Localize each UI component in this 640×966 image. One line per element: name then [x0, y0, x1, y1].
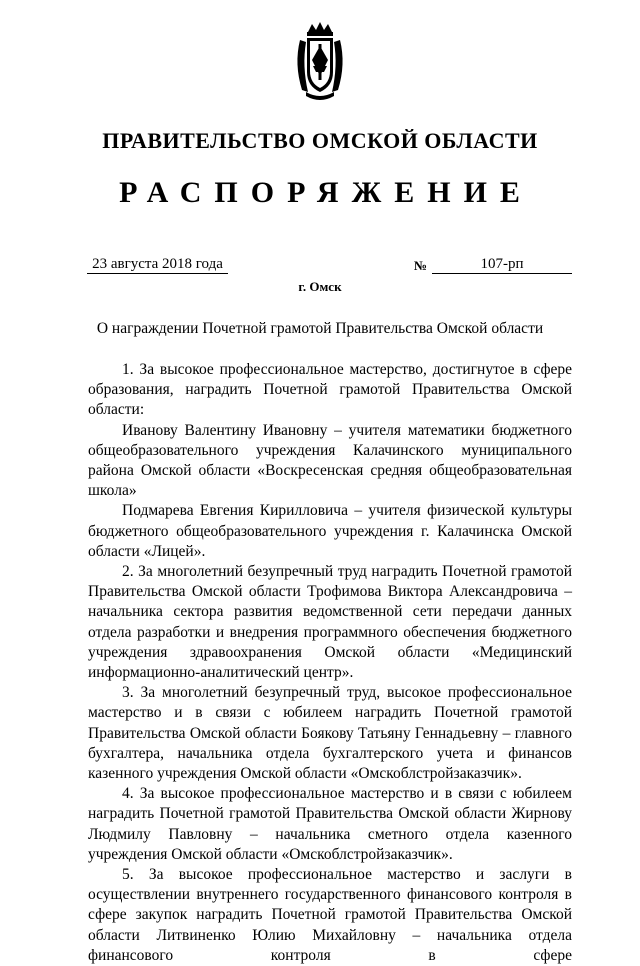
organization-title: ПРАВИТЕЛЬСТВО ОМСКОЙ ОБЛАСТИ: [102, 128, 538, 153]
paragraph: 3. За многолетний безупречный труд, высокое профессиональное мастерство и в связи с юбилеем наградить Почетной грамотой Правительства Омской области Боякову Татьяну Геннадьевну – главного бухгалтера, начальника отдела бухгалтерского учета и финансов казенного учреждения Омской области «Омскоблстройзаказчик».: [88, 684, 572, 783]
paragraph: Подмарева Евгения Кирилловича – учителя физической культуры бюджетного общеобразовательного учреждения г. Калачинска Омской области «Лицей».: [88, 502, 572, 560]
document-date: 23 августа 2018 года: [87, 255, 228, 274]
document-body: [88, 360, 572, 966]
document-city: г. Омск: [298, 279, 342, 294]
document-number: 107-рп: [432, 255, 572, 274]
document-subject: О награждении Почетной грамотой Правительства Омской области: [96, 320, 544, 337]
paragraph: 5. За высокое профессиональное мастерство и заслуги в осуществлении внутреннего государственного финансового контроля в сфере закупок наградить Почетной грамотой Правительства Омской области Литвиненко Юлию Михайловну – начальника отдела финансового контроля в сфере: [88, 866, 572, 964]
paragraph: 1. За высокое профессиональное мастерство, достигнутое в сфере образования, наградить Почетной грамотой Правительства Омской области:: [88, 361, 572, 419]
omsk-region-coat-of-arms-icon: [288, 20, 352, 104]
document-type-heading: РАСПОРЯЖЕНИЕ: [119, 176, 533, 209]
paragraph: 2. За многолетний безупречный труд наградить Почетной грамотой Правительства Омской области Трофимова Виктора Александровича – начальника сектора развития ведомственной сети передачи данных отдела разработки и внедрения программного обеспечения бюджетного учреждения здравоохранения Омской области «Медицинский информационно-аналитический центр».: [88, 563, 572, 682]
number-label: №: [414, 258, 428, 273]
paragraph: Иванову Валентину Ивановну – учителя математики бюджетного общеобразовательного учреждения Калачинского муниципального района Омской области «Воскресенская средняя общеобразовательная школа»: [88, 421, 572, 500]
paragraph: 4. За высокое профессиональное мастерство и в связи с юбилеем наградить Почетной грамотой Правительства Омской области Жирнову Людмилу Павловну – начальника сметного отдела казенного учреждения Омской области «Омскоблстройзаказчик».: [88, 785, 572, 863]
